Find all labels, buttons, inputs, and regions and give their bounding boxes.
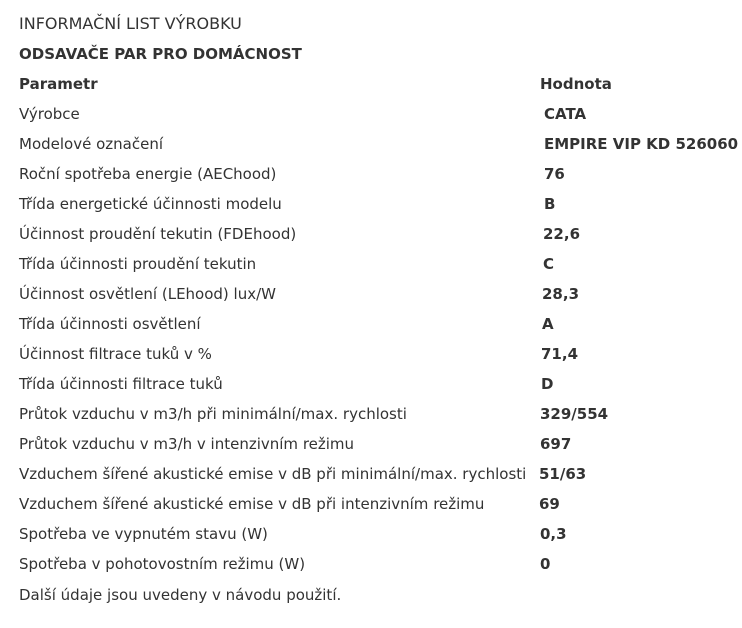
row-value: 76 — [544, 165, 565, 183]
table-row — [19, 309, 739, 339]
row-parameter: Třída účinnosti osvětlení — [19, 315, 201, 333]
row-parameter: Průtok vzduchu v m3/h při minimální/max. rychlosti — [19, 405, 407, 423]
table-row — [19, 459, 739, 489]
specification-table — [19, 69, 739, 579]
row-value: D — [541, 375, 554, 393]
row-parameter: Výrobce — [19, 105, 80, 123]
row-value: 71,4 — [541, 345, 579, 363]
row-value: A — [542, 315, 554, 333]
header-value: Hodnota — [540, 75, 612, 93]
table-row — [19, 129, 739, 159]
row-value: EMPIRE VIP KD 526060 — [544, 135, 739, 153]
row-parameter: Spotřeba v pohotovostním režimu (W) — [19, 555, 306, 573]
row-parameter: Třída energetické účinnosti modelu — [19, 195, 282, 213]
row-value: 329/554 — [540, 405, 609, 423]
header-parameter: Parametr — [19, 75, 98, 93]
row-parameter: Účinnost osvětlení (LEhood) lux/W — [19, 285, 276, 303]
table-row — [19, 159, 739, 189]
table-row — [19, 189, 739, 219]
row-parameter: Účinnost proudění tekutin (FDEhood) — [19, 225, 297, 243]
row-parameter: Průtok vzduchu v m3/h v intenzivním režimu — [19, 435, 355, 453]
table-row — [19, 489, 739, 519]
row-parameter: Modelové označení — [19, 135, 163, 153]
table-row — [19, 549, 739, 579]
row-value: 51/63 — [539, 465, 587, 483]
table-row — [19, 369, 739, 399]
row-value: 22,6 — [543, 225, 581, 243]
row-value: 28,3 — [542, 285, 580, 303]
row-parameter: Roční spotřeba energie (AEChood) — [19, 165, 277, 183]
row-value: CATA — [544, 105, 587, 123]
document-title: INFORMAČNÍ LIST VÝROBKU — [19, 14, 242, 33]
row-value: C — [543, 255, 555, 273]
row-value: B — [544, 195, 556, 213]
table-row — [19, 429, 739, 459]
row-value: 697 — [540, 435, 572, 453]
table-row — [19, 219, 739, 249]
table-header-row — [19, 69, 739, 99]
row-value: 69 — [539, 495, 560, 513]
row-parameter: Účinnost filtrace tuků v % — [19, 345, 212, 363]
row-parameter: Vzduchem šířené akustické emise v dB při minimální/max. rychlosti — [19, 465, 527, 483]
table-row — [19, 279, 739, 309]
table-row — [19, 99, 739, 129]
document-subtitle: ODSAVAČE PAR PRO DOMÁCNOST — [19, 45, 302, 63]
row-parameter: Třída účinnosti proudění tekutin — [19, 255, 257, 273]
row-value: 0,3 — [540, 525, 567, 543]
row-parameter: Vzduchem šířené akustické emise v dB při intenzivním režimu — [19, 495, 485, 513]
table-row — [19, 519, 739, 549]
table-row — [19, 249, 739, 279]
footer-note: Další údaje jsou uvedeny v návodu použití. — [19, 586, 342, 604]
row-value: 0 — [540, 555, 551, 573]
table-row — [19, 339, 739, 369]
table-row — [19, 399, 739, 429]
row-parameter: Spotřeba ve vypnutém stavu (W) — [19, 525, 268, 543]
row-parameter: Třída účinnosti filtrace tuků — [19, 375, 223, 393]
